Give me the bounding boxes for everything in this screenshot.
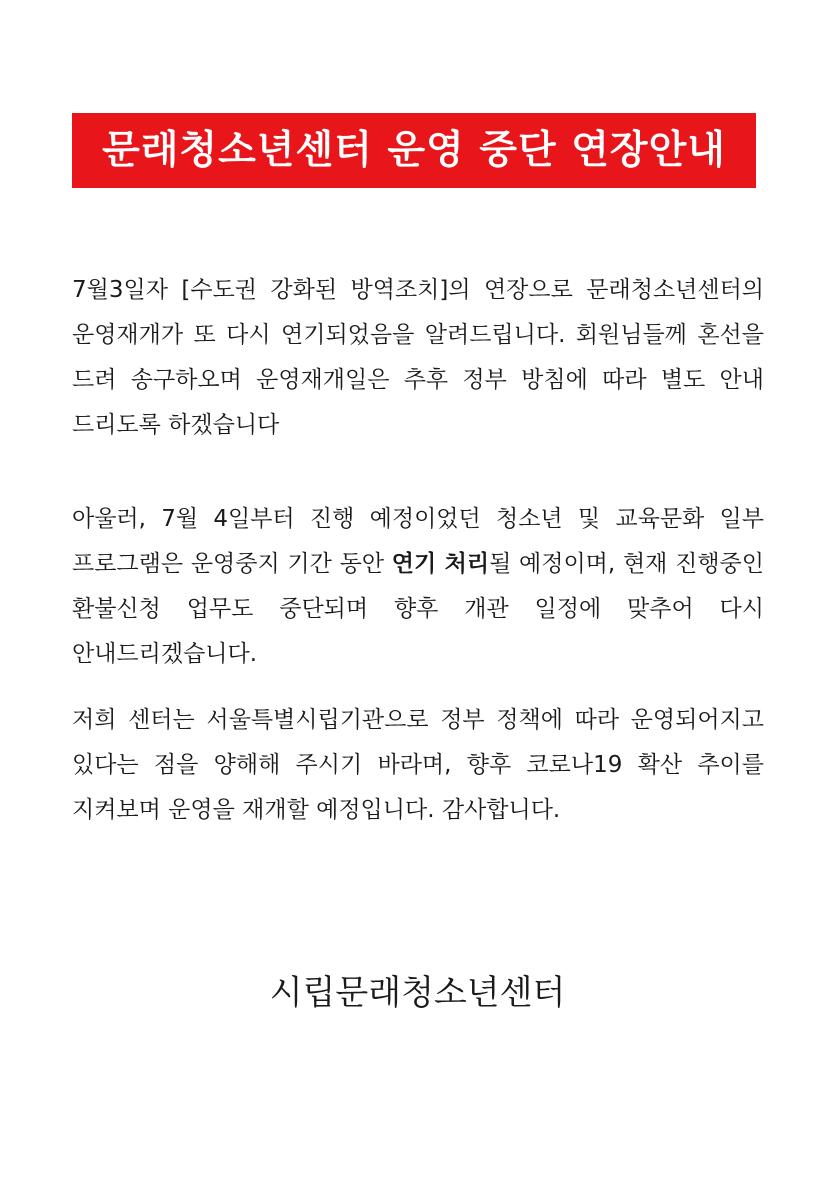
paragraph-2-text-start: 아울러, 7월 4일부터 진행 예정이었던 청소년 및 교육문화 일부 프로그램은 운영중지 기간 동안	[72, 506, 764, 577]
page-title: 문래청소년센터 운영 중단 연장안내	[72, 113, 756, 188]
paragraph-2-bold-text: 연기 처리	[391, 551, 490, 577]
signature: 시립문래청소년센터	[269, 973, 566, 1013]
notice-paragraph-1: 7월3일자 [수도권 강화된 방역조치]의 연장으로 문래청소년센터의 운영재개가 또 다시 연기되었음을 알려드립니다. 회원님들께 혼선을 드려 송구하오며 운영재개일은 추후 정부 방침에 따라 별도 안내 드리도록 하겠습니다	[72, 277, 764, 438]
notice-paragraph-3: 저희 센터는 서울특별시립기관으로 정부 정책에 따라 운영되어지고 있다는 점을 양해해 주시기 바라며, 향후 코로나19 확산 추이를 지켜보며 운영을 재개할 예정입니다. 감사합니다.	[72, 707, 764, 823]
paragraph-2-text-end: 될 예정이며, 현재 진행중인 환불신청 업무도 중단되며 향후 개관 일정에 맞추어 다시 안내드리겠습니다.	[72, 551, 764, 667]
notice-paragraph-2	[72, 497, 764, 677]
